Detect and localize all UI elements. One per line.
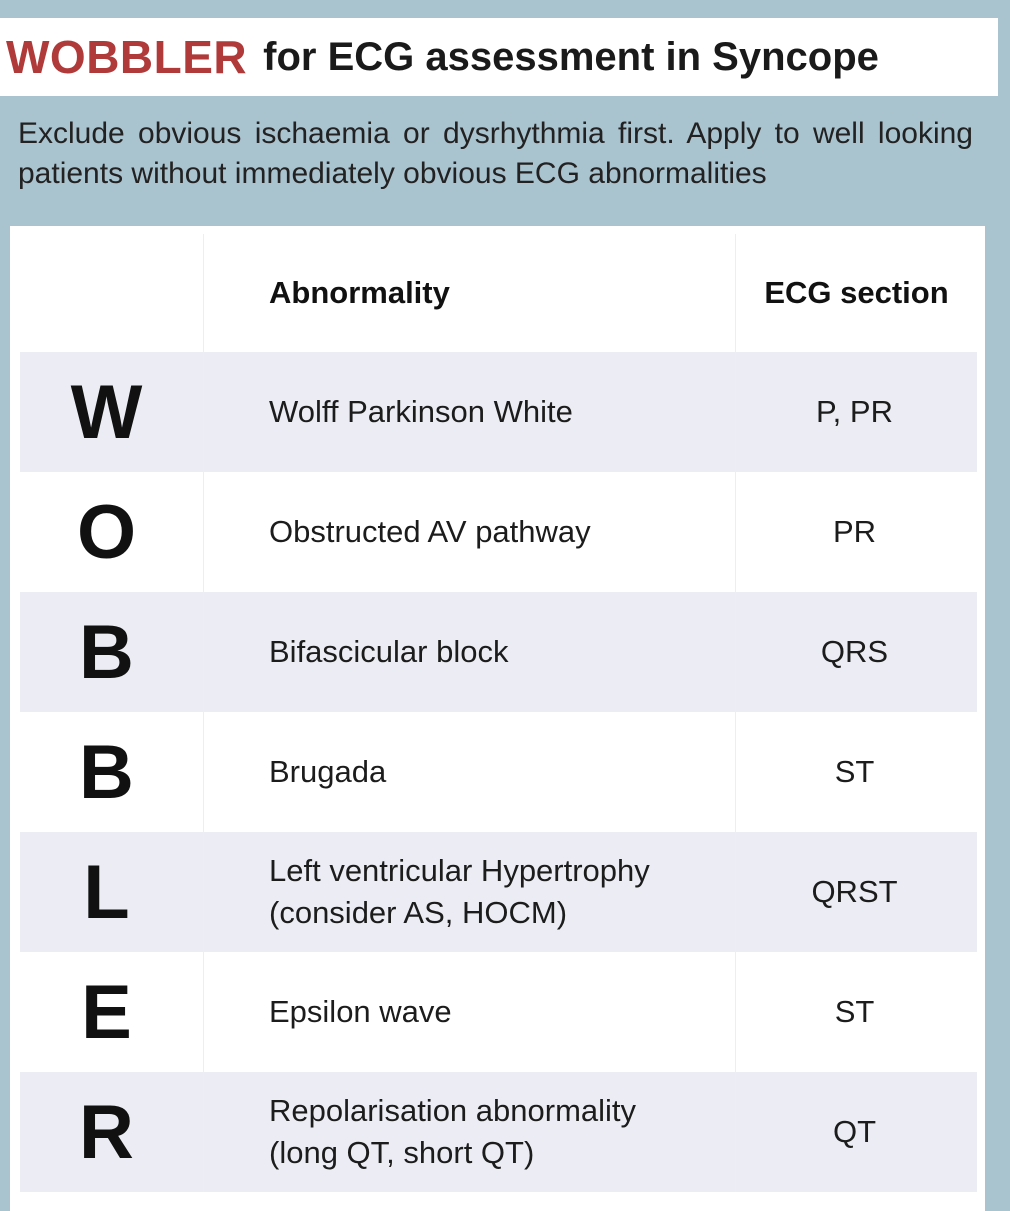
row-ecg-section: QRST [736,832,977,952]
header-abnormality: Abnormality [204,234,736,352]
row-letter: B [20,592,204,712]
row-abnormality: Brugada [204,712,736,832]
row-letter: W [20,352,204,472]
row-abnormality: Wolff Parkinson White [204,352,736,472]
header-letter-cell [20,234,204,352]
row-ecg-section: P, PR [736,352,977,472]
table-grid [20,234,977,1192]
title-bar [0,18,998,96]
row-letter: E [20,952,204,1072]
row-letter: L [20,832,204,952]
row-letter: R [20,1072,204,1192]
row-letter: O [20,472,204,592]
row-ecg-section: ST [736,952,977,1072]
intro-text: Exclude obvious ischaemia or dysrhythmia first. Apply to well looking patients without immediately obvious ECG abnormalities [18,117,973,190]
wobbler-table [10,226,985,1211]
row-abnormality: Bifascicular block [204,592,736,712]
row-abnormality: Repolarisation abnormality (long QT, short QT) [204,1072,736,1192]
row-abnormality: Epsilon wave [204,952,736,1072]
row-abnormality: Obstructed AV pathway [204,472,736,592]
row-ecg-section: QRS [736,592,977,712]
row-letter: B [20,712,204,832]
title-acronym: WOBBLER [6,31,248,83]
header-ecg-section: ECG section [736,234,977,352]
row-ecg-section: ST [736,712,977,832]
row-ecg-section: PR [736,472,977,592]
title-subtitle: for ECG assessment in Syncope [263,34,879,79]
row-abnormality: Left ventricular Hypertrophy (consider AS, HOCM) [204,832,736,952]
row-ecg-section: QT [736,1072,977,1192]
